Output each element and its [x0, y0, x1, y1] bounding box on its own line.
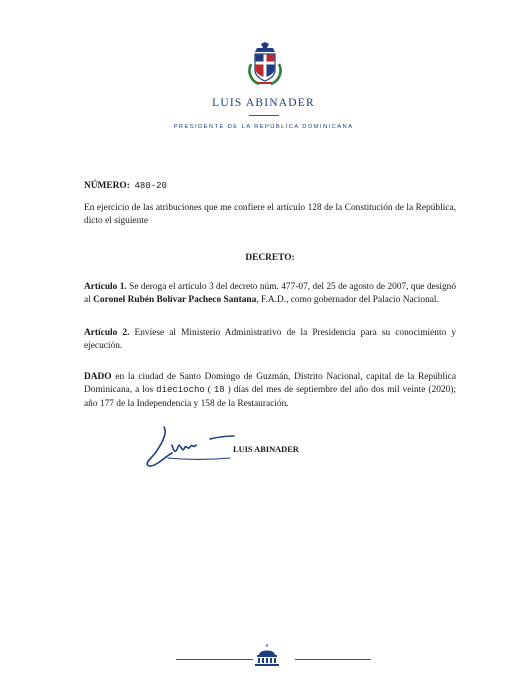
article-1-name: Coronel Rubén Bolívar Pacheco Santana — [93, 295, 257, 306]
header-title: PRESIDENTE DE LA REPÚBLICA DOMINICANA — [173, 124, 354, 130]
article-2-label: Artículo 2. — [84, 328, 130, 338]
intro-paragraph: En ejercicio de las atribuciones que me confiere el artículo 128 de la Constitución de la República, dicto el siguiente — [84, 203, 456, 227]
footer-rule-left — [176, 659, 253, 660]
coat-of-arms-icon — [245, 42, 285, 86]
decree-number — [84, 180, 456, 193]
palace-dome-icon — [254, 644, 280, 666]
day-word: dieciocho — [156, 385, 205, 396]
number-value: 480-20 — [134, 181, 167, 191]
header-divider — [249, 115, 279, 116]
article-2-text: Envíese al Ministerio Administrativo de la Presidencia para su conocimiento y ejecución. — [84, 328, 457, 352]
number-label: NÚMERO: — [84, 181, 130, 191]
day-open: ( — [204, 385, 214, 396]
dado-text-a: en la ciudad de Santo Domingo de Guzmán, Distrito Nacional, capital de la República Dominicana, a los — [84, 372, 456, 396]
article-1 — [84, 281, 456, 308]
dado-paragraph — [84, 371, 456, 411]
header-name: LUIS ABINADER — [212, 97, 315, 109]
footer-rule-right — [295, 659, 371, 660]
signatory-name: LUIS ABINADER — [233, 445, 299, 454]
dado-label: DADO — [84, 372, 112, 382]
article-1-label: Artículo 1. — [84, 282, 127, 292]
dado-text-b: ) días del mes de septiembre del año dos mil veinte (2020); año 177 de la Independencia y 158 de la Restauración. — [84, 385, 457, 409]
day-number: 18 — [213, 385, 225, 396]
article-2 — [84, 327, 456, 354]
article-1-text-b: , F.A.D., como gobernador del Palacio Nacional. — [256, 295, 439, 306]
article-1-text-a: Se deroga el artículo 3 del decreto núm. 477-07, del 25 de agosto de 2007, que designó al — [84, 282, 457, 306]
decree-heading: DECRETO: — [245, 253, 295, 263]
